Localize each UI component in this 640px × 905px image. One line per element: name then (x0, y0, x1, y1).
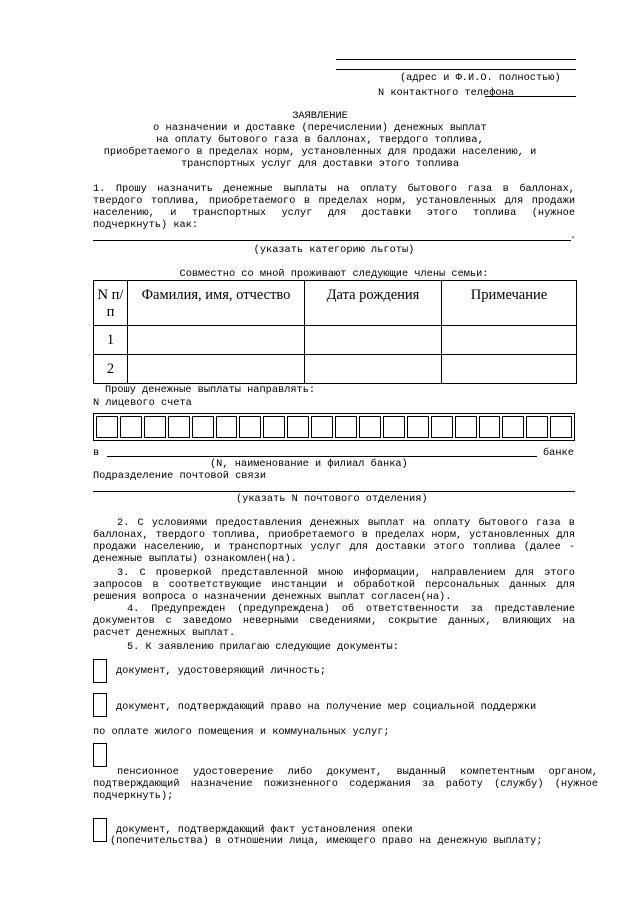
header-birthdate: Дата рождения (305, 281, 442, 326)
account-digit-cell[interactable] (526, 416, 548, 438)
table-header-row (94, 281, 577, 326)
account-digit-cell[interactable] (311, 416, 333, 438)
checkbox-identity-doc[interactable] (93, 659, 107, 683)
postal-label: Подразделение почтовой связи (93, 470, 267, 482)
doc-identity-label: документ, удостоверяющий личность; (116, 665, 327, 677)
account-digit-cell[interactable] (550, 416, 572, 438)
account-digit-cell[interactable] (96, 416, 118, 438)
paragraph-conditions: 2. С условиями предоставления денежных выплат на оплату бытового газа в баллонах, твердого топлива, приобретаемого в пределах норм, установленных для продажи населению, и транспортных услуг для доставки этого топлива (далее - денежные выплаты) ознакомлен(на). (93, 517, 575, 565)
row-number: 1 (94, 326, 128, 355)
payment-intro: Прошу денежные выплаты направлять: (105, 384, 316, 396)
account-digit-cell[interactable] (407, 416, 429, 438)
account-digit-cell[interactable] (239, 416, 261, 438)
title-line-3: приобретаемого в пределах норм, установленных для продажи населению, и (103, 146, 537, 158)
doc-pension-label: пенсионное удостоверение либо документ, выданный компетентным органом, подтверждающий назначение пожизненного содержания за работу (службу) (нужное подчеркнуть); (93, 766, 598, 802)
address-line-1[interactable] (336, 59, 576, 60)
checkbox-pension-doc[interactable] (93, 743, 107, 767)
bank-prefix: в (93, 447, 100, 459)
phone-input-line[interactable] (485, 96, 576, 97)
title-line-4: транспортных услуг для доставки этого топлива (180, 158, 460, 170)
account-digit-cell[interactable] (287, 416, 309, 438)
account-digit-cell[interactable] (120, 416, 142, 438)
account-digit-cell[interactable] (263, 416, 285, 438)
birthdate-cell[interactable] (305, 355, 442, 384)
header-note: Примечание (442, 281, 577, 326)
bank-input-line[interactable] (107, 456, 537, 457)
document-title: ЗАЯВЛЕНИЕ (292, 110, 348, 122)
bank-word: банке (543, 447, 574, 459)
doc-benefit-right-label: документ, подтверждающий право на получение мер социальной поддержки (116, 701, 537, 713)
paragraph-request: 1. Прошу назначить денежные выплаты на оплату бытового газа в баллонах, твердого топлива, приобретаемого в пределах норм, установленных для продажи населению, и транспортных услуг для доставки этого топлива (нужное подчеркнуть) как: (93, 183, 575, 231)
postal-input-line[interactable] (93, 491, 575, 492)
paragraph-attachments: 5. К заявлению прилагаю следующие документы: (127, 641, 399, 653)
doc-benefit-right-cont: по оплате жилого помещения и коммунальных услуг; (93, 726, 390, 738)
account-digit-cell[interactable] (502, 416, 524, 438)
name-cell[interactable] (128, 355, 305, 384)
account-digit-cell[interactable] (479, 416, 501, 438)
address-line-2[interactable] (336, 69, 576, 70)
address-caption: (адрес и Ф.И.О. полностью) (400, 72, 561, 84)
account-digit-cell[interactable] (168, 416, 190, 438)
category-input-line[interactable] (93, 240, 571, 241)
row-number: 2 (94, 355, 128, 384)
category-caption: (указать категорию льготы) (253, 244, 415, 256)
account-digit-cell[interactable] (144, 416, 166, 438)
birthdate-cell[interactable] (305, 326, 442, 355)
bank-caption: (N, наименование и филиал банка) (210, 458, 408, 470)
account-digit-cell[interactable] (335, 416, 357, 438)
account-digit-cell[interactable] (359, 416, 381, 438)
phone-label: N контактного телефона (378, 87, 514, 99)
note-cell[interactable] (442, 355, 577, 384)
category-dot: . (570, 230, 577, 242)
account-digit-cell[interactable] (455, 416, 477, 438)
postal-caption: (указать N почтового отделения) (236, 493, 428, 505)
paragraph-responsibility: 4. Предупрежден (предупреждена) об ответственности за представление документов с заведомо неверными сведениями, сокрытие данных, влияющих на расчет денежных выплат. (93, 603, 575, 639)
account-digit-cell[interactable] (192, 416, 214, 438)
title-line-2: на оплату бытового газа в баллонах, твердого топлива, (156, 134, 484, 146)
note-cell[interactable] (442, 326, 577, 355)
checkbox-guardianship-doc[interactable] (93, 818, 107, 842)
checkbox-benefit-right-doc[interactable] (93, 693, 107, 717)
account-label: N лицевого счета (93, 397, 192, 409)
header-fullname: Фамилия, имя, отчество (128, 281, 305, 326)
title-line-1: о назначении и доставке (перечислении) денежных выплат (153, 122, 487, 134)
table-row (94, 355, 577, 384)
family-caption: Совместно со мной проживают следующие члены семьи: (179, 268, 489, 280)
doc-guardianship-label: документ, подтверждающий факт установления опеки (116, 824, 413, 836)
table-row (94, 326, 577, 355)
account-digit-cell[interactable] (383, 416, 405, 438)
header-number: N п/п (94, 281, 128, 326)
account-number-boxes[interactable] (93, 413, 575, 441)
doc-guardianship-cont: (попечительства) в отношении лица, имеющего право на денежную выплату; (110, 835, 543, 847)
account-digit-cell[interactable] (216, 416, 238, 438)
family-table (93, 280, 577, 384)
paragraph-consent: 3. С проверкой представленной мною информации, направлением для этого запросов в соответствующие инстанции и обработкой персональных данных для решения вопроса о назначении денежных выплат согласен(на). (93, 567, 575, 603)
name-cell[interactable] (128, 326, 305, 355)
account-digit-cell[interactable] (431, 416, 453, 438)
